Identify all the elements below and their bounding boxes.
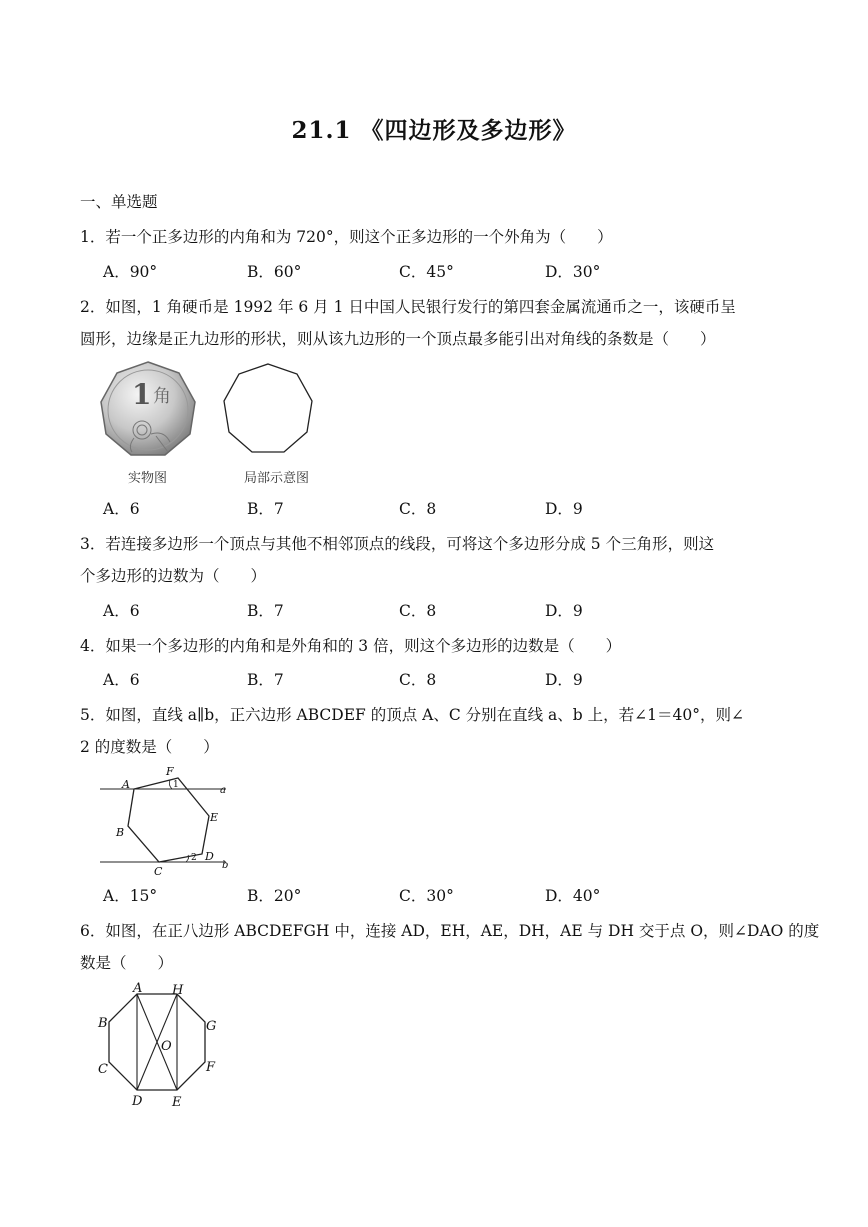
question-6-line1: 6．如图，在正八边形 ABCDEFGH 中，连接 AD，EH，AE，DH，AE 与 DH 交于点 O，则∠DAO 的度 [80, 922, 820, 940]
hexagon-abcdef [128, 778, 209, 862]
label-h: H [172, 983, 184, 998]
label-angle-2: 2 [191, 853, 197, 863]
label-c: C [98, 1062, 108, 1077]
coin-figure [98, 360, 338, 468]
question-2-line1: 2．如图，1 角硬币是 1992 年 6 月 1 日中国人民银行发行的第四套金属流通币之一，该硬币呈 [80, 298, 736, 316]
question-5-line1: 5．如图，直线 a∥b，正六边形 ABCDEF 的顶点 A、C 分别在直线 a、b 上，若∠1＝40°，则∠ [80, 706, 744, 724]
label-a: A [133, 982, 143, 996]
coin-numeral: 1 [132, 378, 152, 411]
page-title: 21.1 《四边形及多边形》 [291, 117, 577, 144]
option-c: C．30° [399, 887, 454, 905]
option-c: C．8 [399, 671, 437, 689]
option-b: B．20° [247, 887, 302, 905]
hexagon-parallel-lines-figure [96, 760, 236, 878]
option-b: B．60° [247, 263, 302, 281]
option-b: B．7 [247, 602, 284, 620]
option-c: C．8 [399, 602, 437, 620]
option-d: D．40° [545, 887, 601, 905]
option-c: C．8 [399, 500, 437, 518]
option-a: A．15° [103, 887, 158, 905]
label-g: G [206, 1019, 217, 1034]
question-4-text: 4．如果一个多边形的内角和是外角和的 3 倍，则这个多边形的边数是（ ） [80, 637, 622, 655]
question-3-line2: 个多边形的边数为（ ） [80, 567, 267, 585]
question-3-line1: 3．若连接多边形一个顶点与其他不相邻顶点的线段，可将这个多边形分成 5 个三角形，则这 [80, 535, 715, 553]
angle-2-arc [186, 855, 189, 862]
label-e: E [172, 1095, 182, 1110]
caption-diagram: 局部示意图 [244, 471, 310, 486]
option-b: B．7 [247, 500, 284, 518]
section-heading: 一、单选题 [80, 193, 158, 211]
option-d: D．9 [545, 671, 583, 689]
question-5-line2: 2 的度数是（ ） [80, 738, 219, 756]
coin-photo [101, 362, 195, 455]
label-b: B [98, 1016, 108, 1031]
nonagon-diagram [224, 364, 312, 452]
label-d: D [205, 850, 214, 863]
label-line-a: a [220, 785, 226, 796]
question-2-line2: 圆形，边缘是正九边形的形状，则从该九边形的一个顶点最多能引出对角线的条数是（ ） [80, 330, 716, 348]
option-d: D．30° [545, 263, 601, 281]
option-a: A．6 [103, 671, 140, 689]
label-d: D [132, 1094, 143, 1109]
option-a: A．6 [103, 500, 140, 518]
label-f: F [206, 1060, 216, 1075]
option-a: A．6 [103, 602, 140, 620]
label-o: O [161, 1039, 172, 1054]
option-a: A．90° [103, 263, 158, 281]
option-c: C．45° [399, 263, 454, 281]
option-d: D．9 [545, 602, 583, 620]
label-f: F [166, 765, 174, 778]
question-6-line2: 数是（ ） [80, 954, 174, 972]
angle-1-arc [169, 780, 172, 789]
label-b: B [116, 826, 125, 839]
coin-unit: 角 [153, 386, 171, 407]
question-1-text: 1．若一个正多边形的内角和为 720°，则这个正多边形的一个外角为（ ） [80, 228, 613, 246]
octagon-figure [92, 982, 224, 1114]
label-e: E [210, 811, 219, 824]
option-b: B．7 [247, 671, 284, 689]
label-line-b: b [222, 860, 229, 871]
label-angle-1: 1 [173, 780, 179, 790]
label-a: A [122, 778, 130, 791]
option-d: D．9 [545, 500, 583, 518]
label-c: C [154, 865, 163, 878]
caption-photo: 实物图 [128, 471, 168, 486]
